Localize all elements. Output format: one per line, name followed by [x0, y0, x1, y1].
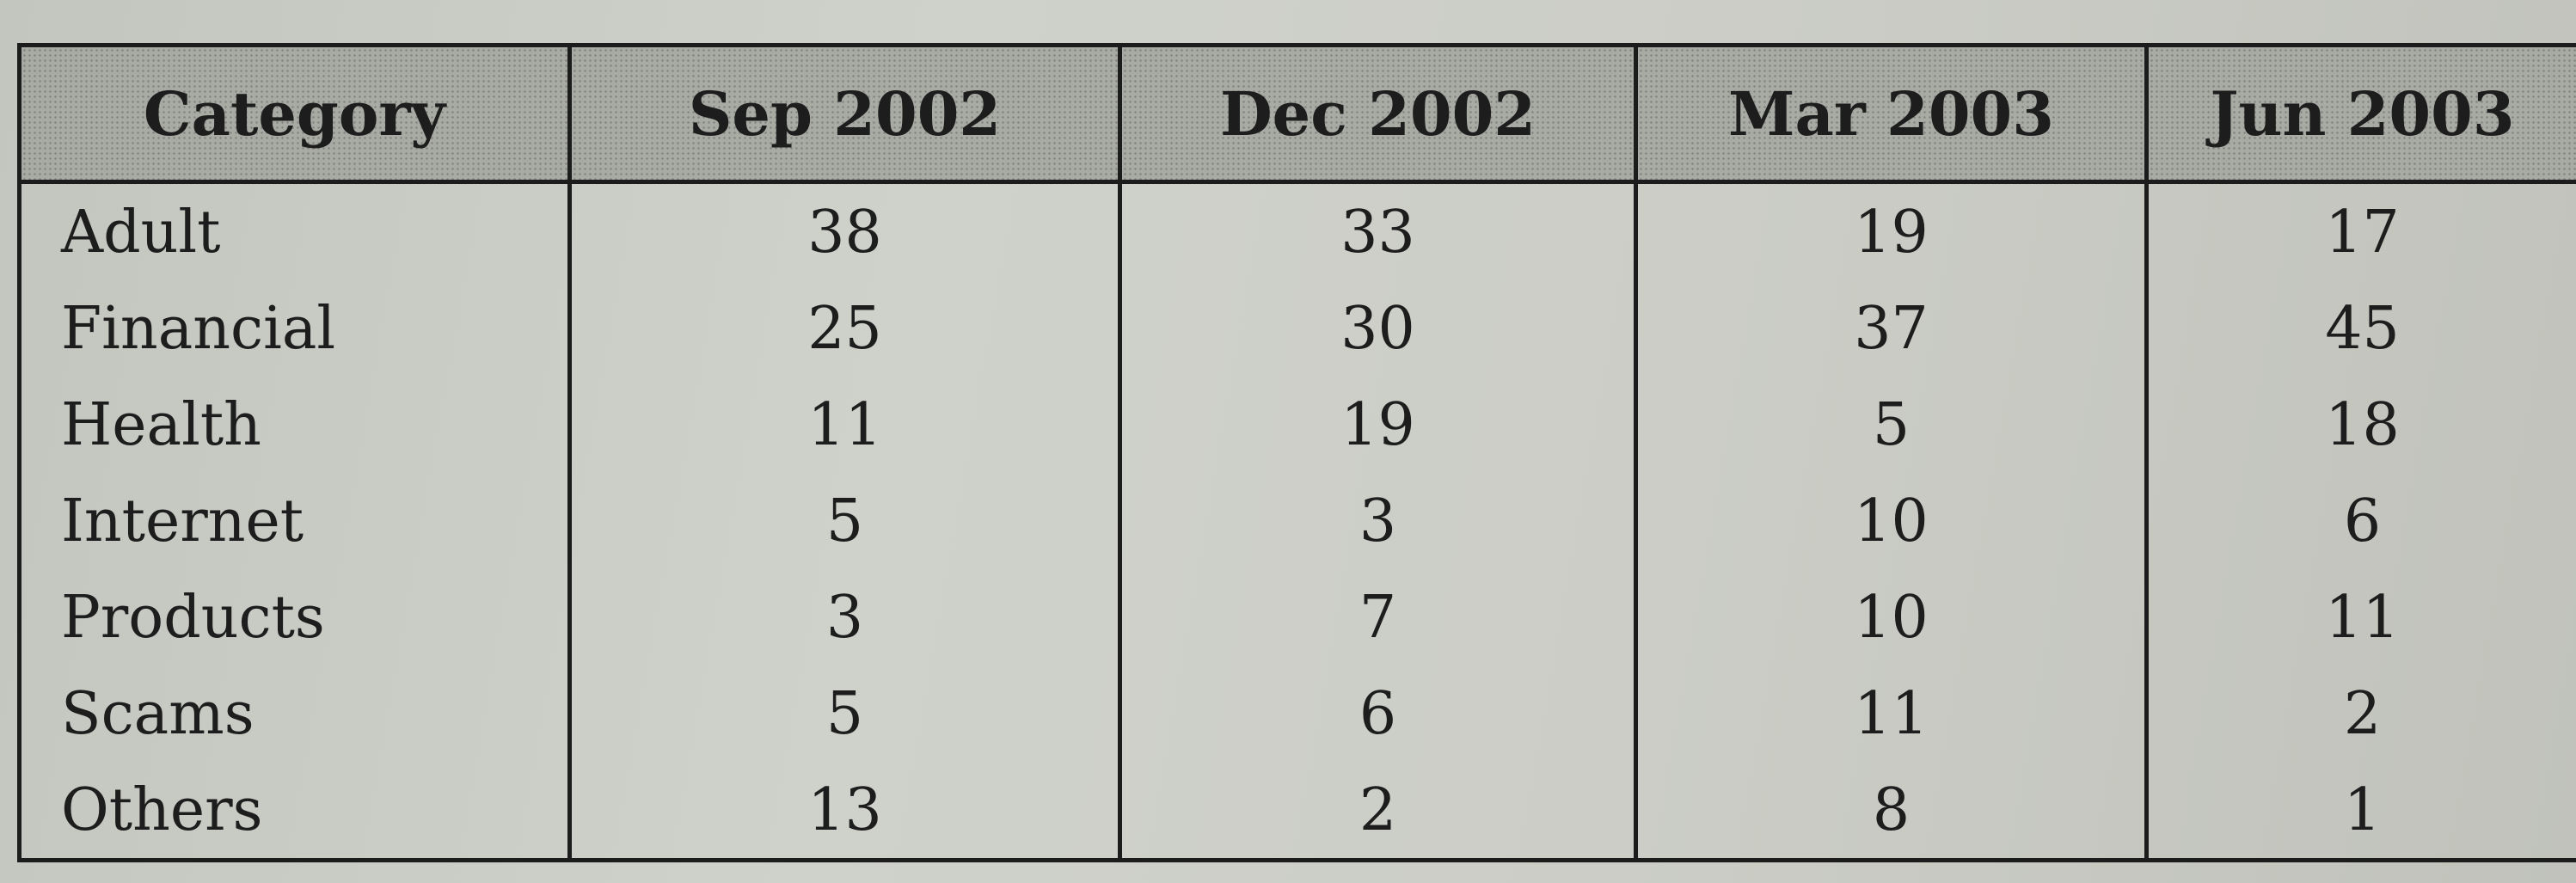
cell-value: 3 [570, 569, 1120, 665]
cell-value: 11 [570, 377, 1120, 473]
header-mar-2003: Mar 2003 [1636, 46, 2147, 182]
table-row [20, 280, 2576, 377]
table-row [20, 377, 2576, 473]
row-category: Others [20, 762, 570, 861]
header-row [20, 46, 2576, 182]
cell-value: 38 [570, 182, 1120, 281]
cell-value: 33 [1120, 182, 1636, 281]
row-category: Adult [20, 182, 570, 281]
cell-value: 7 [1120, 569, 1636, 665]
cell-value: 19 [1120, 377, 1636, 473]
row-category: Products [20, 569, 570, 665]
cell-value: 5 [1636, 377, 2147, 473]
table-row [20, 182, 2576, 281]
cell-value: 37 [1636, 280, 2147, 377]
cell-value: 45 [2147, 280, 2576, 377]
cell-value: 8 [1636, 762, 2147, 861]
cell-value: 3 [1120, 473, 1636, 569]
cell-value: 5 [570, 665, 1120, 762]
data-table-container [17, 43, 2576, 851]
row-category: Financial [20, 280, 570, 377]
header-category: Category [20, 46, 570, 182]
table-row [20, 665, 2576, 762]
cell-value: 17 [2147, 182, 2576, 281]
cell-value: 11 [1636, 665, 2147, 762]
cell-value: 10 [1636, 569, 2147, 665]
header-sep-2002: Sep 2002 [570, 46, 1120, 182]
cell-value: 2 [2147, 665, 2576, 762]
spam-category-table [17, 43, 2576, 862]
cell-value: 5 [570, 473, 1120, 569]
table-row [20, 569, 2576, 665]
cell-value: 1 [2147, 762, 2576, 861]
header-dec-2002: Dec 2002 [1120, 46, 1636, 182]
cell-value: 30 [1120, 280, 1636, 377]
row-category: Health [20, 377, 570, 473]
row-category: Scams [20, 665, 570, 762]
cell-value: 13 [570, 762, 1120, 861]
header-jun-2003: Jun 2003 [2147, 46, 2576, 182]
cell-value: 6 [2147, 473, 2576, 569]
cell-value: 11 [2147, 569, 2576, 665]
cell-value: 10 [1636, 473, 2147, 569]
cell-value: 6 [1120, 665, 1636, 762]
table-row [20, 473, 2576, 569]
cell-value: 19 [1636, 182, 2147, 281]
cell-value: 18 [2147, 377, 2576, 473]
table-row [20, 762, 2576, 861]
cell-value: 2 [1120, 762, 1636, 861]
cell-value: 25 [570, 280, 1120, 377]
row-category: Internet [20, 473, 570, 569]
